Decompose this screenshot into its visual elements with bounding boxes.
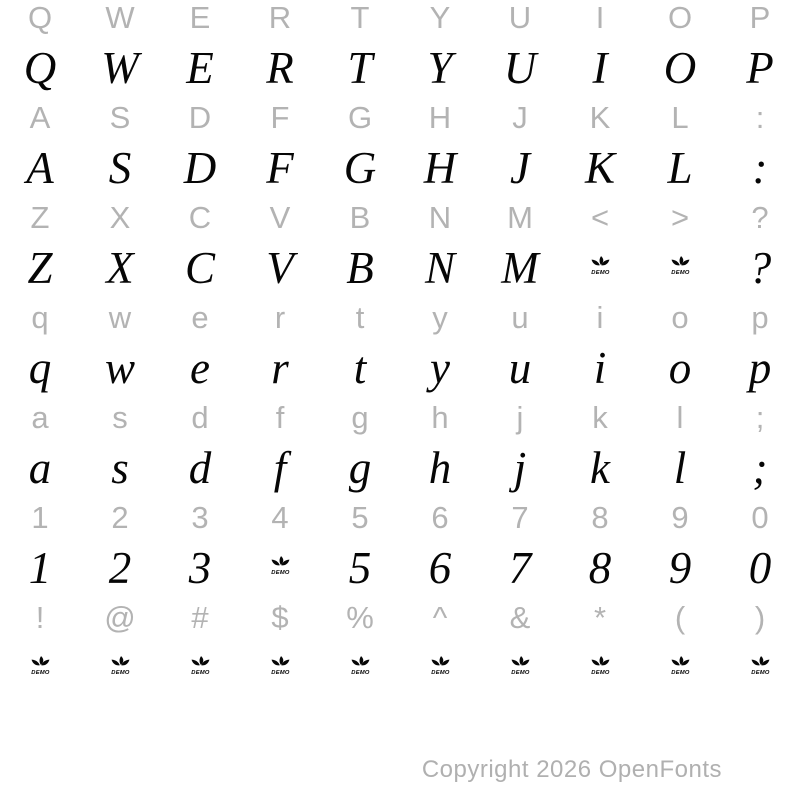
glyph-cell: 0 (751, 500, 769, 535)
glyph-cell: d (191, 400, 209, 435)
glyph-row-specimen (0, 543, 800, 593)
glyph-row-reference (0, 593, 800, 643)
glyph-row-reference (0, 93, 800, 143)
glyph-cell: j (516, 400, 524, 435)
glyph-cell: Q (23, 43, 57, 93)
glyph-cell: U (508, 0, 532, 35)
glyph-cell: # (191, 600, 209, 635)
glyph-cell: X (109, 200, 131, 235)
glyph-cell (160, 643, 240, 693)
glyph-cell: L (667, 143, 693, 193)
glyph-cell: ! (35, 600, 45, 635)
glyph-cell: e (191, 300, 209, 335)
glyph-cell: : (755, 100, 765, 135)
glyph-cell: f (273, 443, 287, 493)
glyph-cell: : (752, 143, 768, 193)
glyph-cell: W (105, 0, 135, 35)
glyph-cell: 5 (348, 543, 372, 593)
glyph-cell: A (26, 143, 54, 193)
glyph-cell: H (423, 143, 457, 193)
glyph-cell (560, 243, 640, 293)
glyph-cell: e (190, 343, 210, 393)
glyph-cell: S (108, 143, 132, 193)
glyph-cell: V (269, 200, 291, 235)
glyph-cell: A (29, 100, 51, 135)
glyph-cell: 6 (431, 500, 449, 535)
glyph-cell: F (266, 143, 294, 193)
glyph-cell: ; (752, 443, 768, 493)
glyph-cell: D (183, 143, 217, 193)
copyright-text: Copyright 2026 OpenFonts (421, 756, 722, 783)
glyph-cell: T (350, 0, 370, 35)
demo-placeholder-icon (669, 255, 692, 283)
glyph-cell: M (501, 243, 539, 293)
demo-placeholder-icon (589, 655, 612, 683)
svg-text:DEMO: DEMO (270, 570, 290, 577)
glyph-cell: y (430, 343, 450, 393)
glyph-cell: k (592, 400, 608, 435)
demo-placeholder-icon (109, 655, 132, 683)
svg-text:DEMO: DEMO (430, 670, 450, 677)
glyph-cell: q (28, 343, 52, 393)
glyph-cell: p (751, 300, 769, 335)
glyph-cell: B (346, 243, 374, 293)
glyph-cell: j (513, 443, 527, 493)
glyph-cell: l (673, 443, 687, 493)
glyph-cell: I (592, 43, 608, 93)
glyph-cell: X (106, 243, 134, 293)
glyph-cell: i (596, 300, 604, 335)
glyph-row-reference (0, 193, 800, 243)
glyph-cell (240, 643, 320, 693)
glyph-cell: u (511, 300, 529, 335)
glyph-cell: F (270, 100, 290, 135)
glyph-cell: I (595, 0, 605, 35)
glyph-cell: P (749, 0, 771, 35)
glyph-row-specimen (0, 643, 800, 693)
glyph-cell: $ (271, 600, 289, 635)
glyph-row-specimen (0, 143, 800, 193)
glyph-cell: < (590, 200, 610, 235)
glyph-cell: 5 (351, 500, 369, 535)
glyph-cell: Y (427, 43, 453, 93)
glyph-cell: w (108, 300, 132, 335)
glyph-cell: E (189, 0, 211, 35)
svg-text:DEMO: DEMO (350, 670, 370, 677)
glyph-cell: ( (674, 600, 686, 635)
demo-placeholder-icon (669, 655, 692, 683)
demo-placeholder-icon (269, 555, 292, 583)
glyph-cell: @ (104, 600, 136, 635)
glyph-cell: ; (755, 400, 765, 435)
glyph-cell: o (671, 300, 689, 335)
glyph-cell: 8 (588, 543, 612, 593)
glyph-cell (640, 243, 720, 293)
glyph-cell (80, 643, 160, 693)
glyph-cell: S (109, 100, 131, 135)
glyph-cell: 2 (108, 543, 132, 593)
glyph-cell: Z (30, 200, 50, 235)
glyph-cell: h (431, 400, 449, 435)
glyph-cell: Z (27, 243, 53, 293)
glyph-cell: s (112, 400, 128, 435)
glyph-cell: V (266, 243, 294, 293)
glyph-cell: ? (748, 243, 772, 293)
glyph-cell: a (28, 443, 52, 493)
glyph-cell: B (349, 200, 371, 235)
glyph-cell: 8 (591, 500, 609, 535)
glyph-cell: 7 (508, 543, 532, 593)
glyph-cell: a (31, 400, 49, 435)
glyph-cell: G (343, 143, 377, 193)
demo-placeholder-icon (349, 655, 372, 683)
svg-text:DEMO: DEMO (110, 670, 130, 677)
glyph-cell: u (508, 343, 532, 393)
glyph-row-specimen (0, 243, 800, 293)
glyph-cell (240, 543, 320, 593)
glyph-cell: 4 (271, 500, 289, 535)
glyph-row-reference (0, 0, 800, 43)
demo-placeholder-icon (189, 655, 212, 683)
glyph-cell: O (667, 0, 693, 35)
demo-placeholder-icon (749, 655, 772, 683)
glyph-cell: 7 (511, 500, 529, 535)
svg-text:DEMO: DEMO (750, 670, 770, 677)
glyph-cell: ? (751, 200, 769, 235)
glyph-cell: L (671, 100, 689, 135)
glyph-cell: M (507, 200, 533, 235)
glyph-cell: G (347, 100, 373, 135)
glyph-cell: H (428, 100, 452, 135)
glyph-cell: h (428, 443, 452, 493)
glyph-cell: P (746, 43, 774, 93)
glyph-cell: N (424, 243, 455, 293)
glyph-cell: J (512, 100, 528, 135)
glyph-row-reference (0, 393, 800, 443)
demo-placeholder-icon (29, 655, 52, 683)
glyph-cell: O (663, 43, 697, 93)
glyph-cell: l (676, 400, 684, 435)
glyph-cell: k (590, 443, 610, 493)
glyph-cell: R (268, 0, 292, 35)
svg-text:DEMO: DEMO (590, 270, 610, 277)
demo-placeholder-icon (269, 655, 292, 683)
svg-text:DEMO: DEMO (270, 670, 290, 677)
glyph-cell: ^ (432, 600, 448, 635)
glyph-cell: 2 (111, 500, 129, 535)
demo-placeholder-icon (429, 655, 452, 683)
glyph-cell: 3 (191, 500, 209, 535)
glyph-row-reference (0, 293, 800, 343)
glyph-cell: R (266, 43, 294, 93)
glyph-cell: ) (754, 600, 766, 635)
glyph-cell: s (111, 443, 129, 493)
glyph-cell: t (353, 343, 367, 393)
glyph-cell: % (346, 600, 374, 635)
svg-text:DEMO: DEMO (30, 670, 50, 677)
glyph-cell: t (355, 300, 365, 335)
glyph-row-specimen (0, 43, 800, 93)
svg-text:DEMO: DEMO (590, 670, 610, 677)
glyph-cell: r (274, 300, 286, 335)
glyph-cell: K (589, 100, 611, 135)
glyph-cell: Y (429, 0, 451, 35)
glyph-cell: 1 (28, 543, 52, 593)
glyph-cell: f (275, 400, 285, 435)
glyph-cell: > (670, 200, 690, 235)
glyph-cell: 1 (31, 500, 49, 535)
svg-text:DEMO: DEMO (670, 670, 690, 677)
glyph-cell: g (348, 443, 372, 493)
glyph-cell: C (184, 243, 215, 293)
glyph-row-specimen (0, 343, 800, 393)
glyph-row-specimen (0, 443, 800, 493)
glyph-cell: i (593, 343, 607, 393)
glyph-cell (720, 643, 800, 693)
glyph-cell: q (31, 300, 49, 335)
glyph-cell: U (503, 43, 537, 93)
svg-text:DEMO: DEMO (670, 270, 690, 277)
glyph-cell: w (104, 343, 135, 393)
glyph-cell: p (748, 343, 772, 393)
glyph-cell: 9 (668, 543, 692, 593)
glyph-cell: o (668, 343, 692, 393)
glyph-cell: 0 (748, 543, 772, 593)
demo-placeholder-icon (589, 255, 612, 283)
glyph-cell: 9 (671, 500, 689, 535)
svg-text:DEMO: DEMO (190, 670, 210, 677)
glyph-cell: Q (27, 0, 53, 35)
glyph-cell (320, 643, 400, 693)
glyph-cell: & (509, 600, 531, 635)
glyph-cell: T (347, 43, 373, 93)
glyph-cell (480, 643, 560, 693)
glyph-cell: W (101, 43, 139, 93)
glyph-cell: E (186, 43, 214, 93)
glyph-cell: 3 (188, 543, 212, 593)
glyph-cell: K (584, 143, 615, 193)
glyph-cell: d (188, 443, 212, 493)
glyph-cell (0, 643, 80, 693)
glyph-cell: J (510, 143, 530, 193)
demo-placeholder-icon (509, 655, 532, 683)
glyph-cell: * (593, 600, 607, 635)
glyph-cell: D (188, 100, 212, 135)
glyph-cell: r (271, 343, 289, 393)
glyph-cell (560, 643, 640, 693)
glyph-cell (640, 643, 720, 693)
glyph-cell: y (432, 300, 448, 335)
glyph-cell: N (428, 200, 452, 235)
glyph-row-reference (0, 493, 800, 543)
glyph-cell: g (351, 400, 369, 435)
glyph-cell: 6 (428, 543, 452, 593)
svg-text:DEMO: DEMO (510, 670, 530, 677)
glyph-cell: C (188, 200, 212, 235)
glyph-cell (400, 643, 480, 693)
